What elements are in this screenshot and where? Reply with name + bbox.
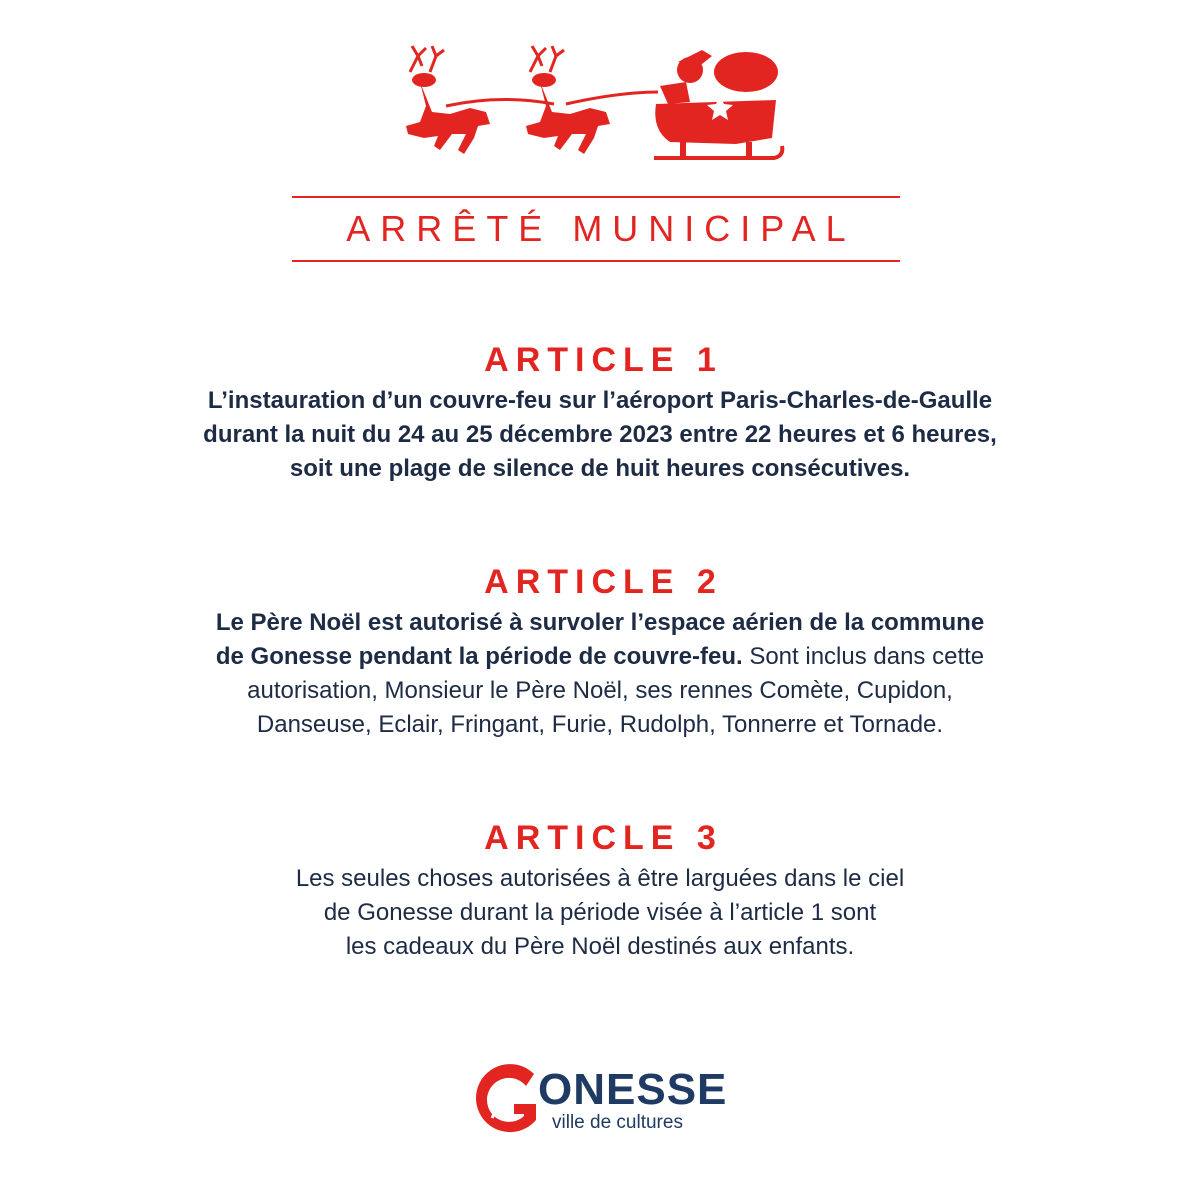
article-line: soit une plage de silence de huit heures consécutives. (289, 455, 911, 482)
article-body (40, 862, 1160, 964)
article-heading: ARTICLE 3 (484, 819, 723, 857)
article-heading: ARTICLE 1 (484, 341, 723, 379)
gonesse-logo (474, 1064, 734, 1144)
article-heading: ARTICLE 2 (484, 563, 723, 601)
sleigh-reindeer-icon (390, 42, 790, 182)
article-line: Les seules choses autorisées à être larguées dans le ciel (295, 865, 905, 892)
santa-sleigh-illustration (390, 42, 790, 182)
article-1 (40, 340, 1160, 486)
article-line: autorisation, Monsieur le Père Noël, ses rennes Comète, Cupidon, (247, 677, 953, 704)
article-line: durant la nuit du 24 au 25 décembre 2023 entre 22 heures et 6 heures, (203, 421, 997, 448)
logo-tagline: ville de cultures (552, 1112, 683, 1133)
article-line: Danseuse, Eclair, Fringant, Furie, Rudolph, Tonnerre et Tornade. (256, 711, 944, 738)
article-line: de Gonesse durant la période visée à l’article 1 sont (323, 899, 877, 926)
article-2 (40, 562, 1160, 742)
logo-wordmark: ONESSE (538, 1065, 728, 1114)
article-line: de Gonesse pendant la période de couvre-feu. Sont inclus dans cette (215, 643, 985, 670)
article-3 (40, 818, 1160, 964)
article-line: Le Père Noël est autorisé à survoler l’espace aérien de la commune (215, 609, 985, 636)
title-banner (292, 196, 900, 262)
article-line: les cadeaux du Père Noël destinés aux enfants. (345, 933, 855, 960)
article-line: L’instauration d’un couvre-feu sur l’aéroport Paris-Charles-de-Gaulle (207, 387, 993, 414)
reindeer-2 (526, 46, 610, 154)
page-title: ARRÊTÉ MUNICIPAL (346, 208, 856, 249)
article-body (40, 606, 1160, 742)
article-body (40, 384, 1160, 486)
